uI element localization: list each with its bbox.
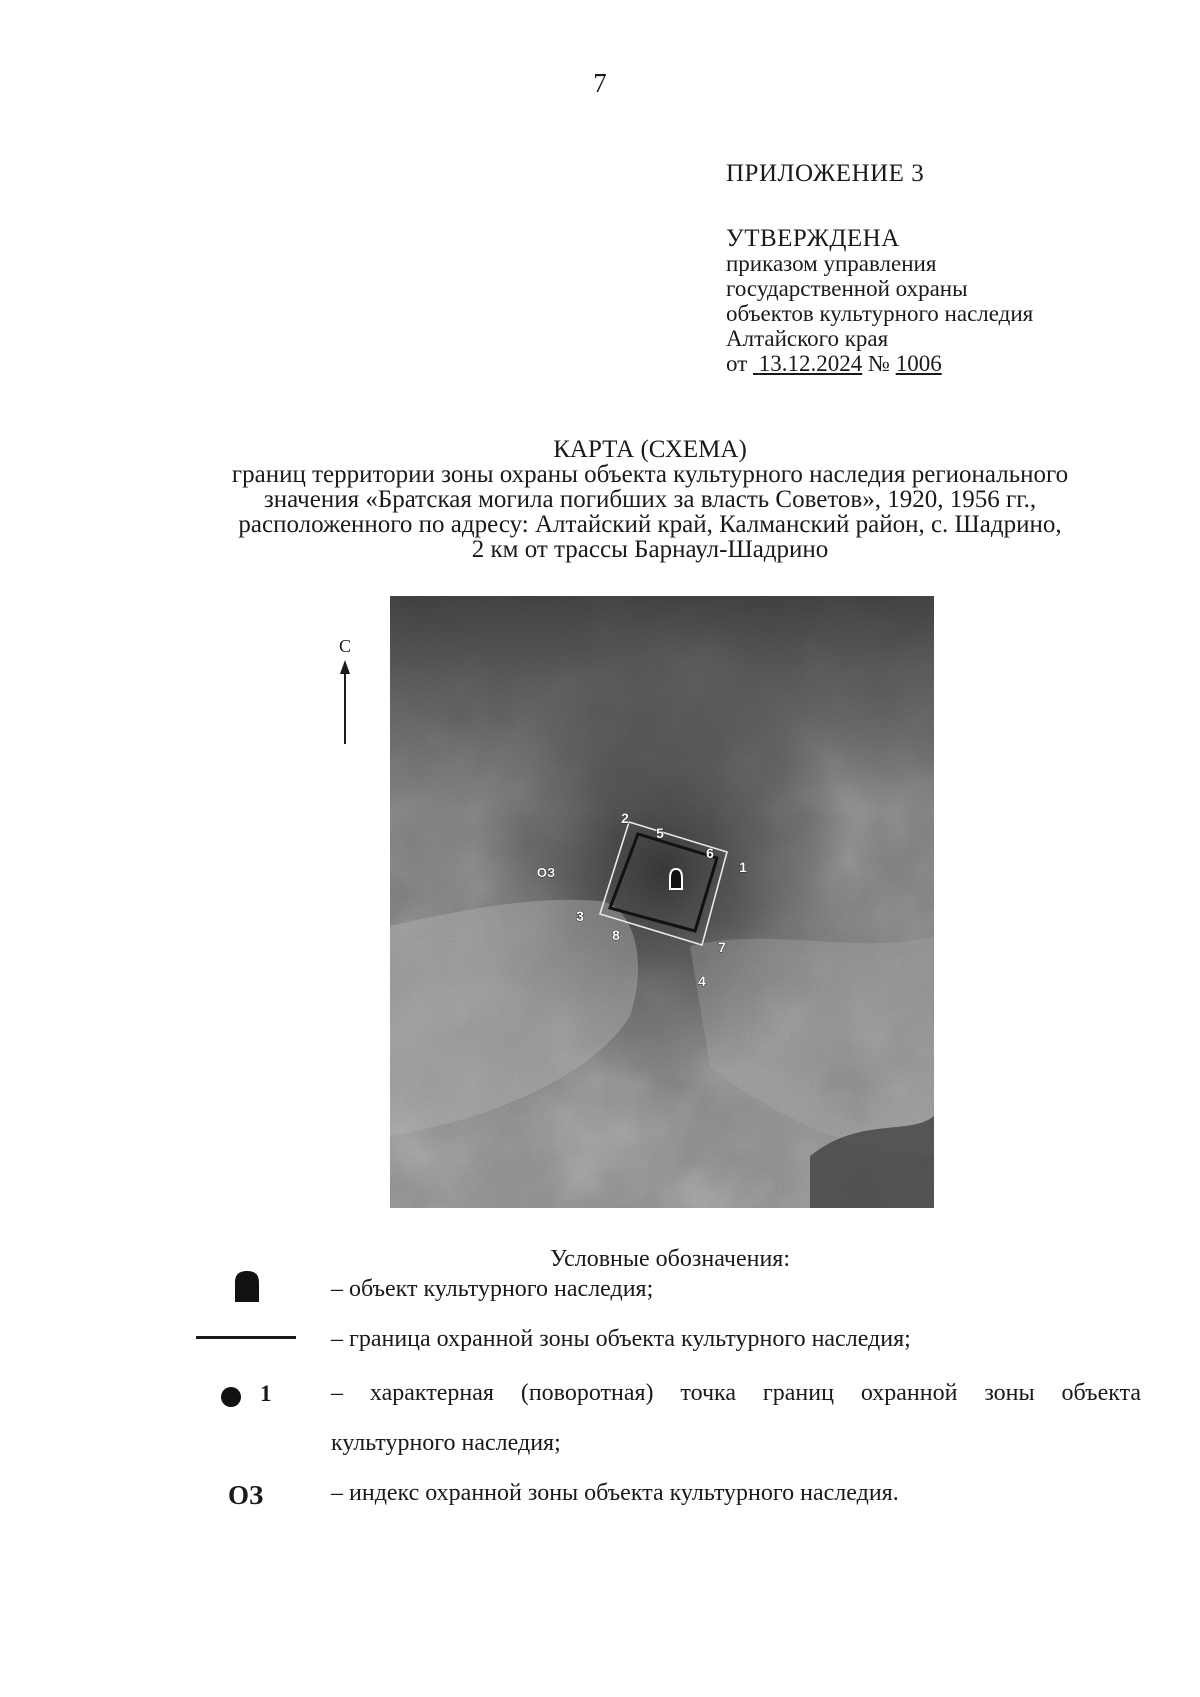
appendix-label: ПРИЛОЖЕНИЕ 3: [726, 160, 925, 187]
approval-number: 1006: [895, 351, 942, 376]
point-label: 1: [739, 859, 747, 875]
zone-index-label: ОЗ: [536, 865, 556, 880]
approval-block: [726, 226, 1033, 376]
boundary-line-legend-icon: [196, 1336, 296, 1339]
approval-line-4: Алтайского края: [726, 326, 889, 351]
legend-item-turning-point-cont: культурного наследия;: [331, 1430, 561, 1456]
map-title: КАРТА (СХЕМА): [553, 436, 747, 463]
turning-point-legend-number: 1: [260, 1381, 272, 1406]
point-label: 3: [576, 908, 584, 924]
legend-item-boundary: – граница охранной зоны объекта культурного наследия;: [331, 1326, 911, 1352]
heritage-object-symbol: [670, 869, 682, 889]
map-subtitle-line-1: границ территории зоны охраны объекта культурного наследия регионального: [231, 461, 1069, 488]
north-arrow-head: [340, 660, 350, 674]
page-number: 7: [593, 68, 607, 98]
heritage-object-legend-icon: [232, 1268, 262, 1304]
approval-date: 13.12.2024: [758, 351, 863, 376]
point-label: 8: [612, 927, 620, 943]
map-subtitle-line-2: значения «Братская могила погибших за власть Советов», 1920, 1956 гг.,: [263, 486, 1037, 513]
point-label: 2: [621, 810, 629, 826]
approval-line-1: приказом управления: [726, 251, 937, 276]
approval-line-3: объектов культурного наследия: [726, 301, 1034, 326]
point-label: 7: [718, 939, 726, 955]
zone-index-legend-icon: ОЗ: [228, 1480, 264, 1510]
legend-item-turning-point: – характерная (поворотная) точка границ охранной зоны объекта: [331, 1380, 1141, 1406]
legend-item-zone-index: – индекс охранной зоны объекта культурного наследия.: [331, 1480, 899, 1506]
map-subtitle-line-4: 2 км от трассы Барнаул-Шадрино: [471, 536, 829, 563]
approval-from: от: [726, 351, 748, 376]
map-title-block: [150, 437, 1150, 562]
approval-heading: УТВЕРЖДЕНА: [726, 225, 900, 252]
approval-number-sign: №: [868, 351, 890, 376]
north-arrow-icon: [330, 636, 360, 746]
map-subtitle-line-3: расположенного по адресу: Алтайский край, Калманский район, с. Шадрино,: [238, 511, 1062, 538]
turning-point-legend-icon: [221, 1387, 241, 1407]
satellite-map-image: [390, 596, 934, 1208]
legend-heading: Условные обозначения:: [549, 1246, 791, 1272]
point-label: 5: [656, 825, 664, 841]
approval-line-2: государственной охраны: [726, 276, 968, 301]
point-label: 6: [706, 845, 714, 861]
approval-date-line: [726, 351, 1033, 376]
north-label: С: [338, 636, 352, 656]
legend-item-heritage-object: – объект культурного наследия;: [331, 1276, 654, 1302]
point-label: 4: [698, 973, 706, 989]
